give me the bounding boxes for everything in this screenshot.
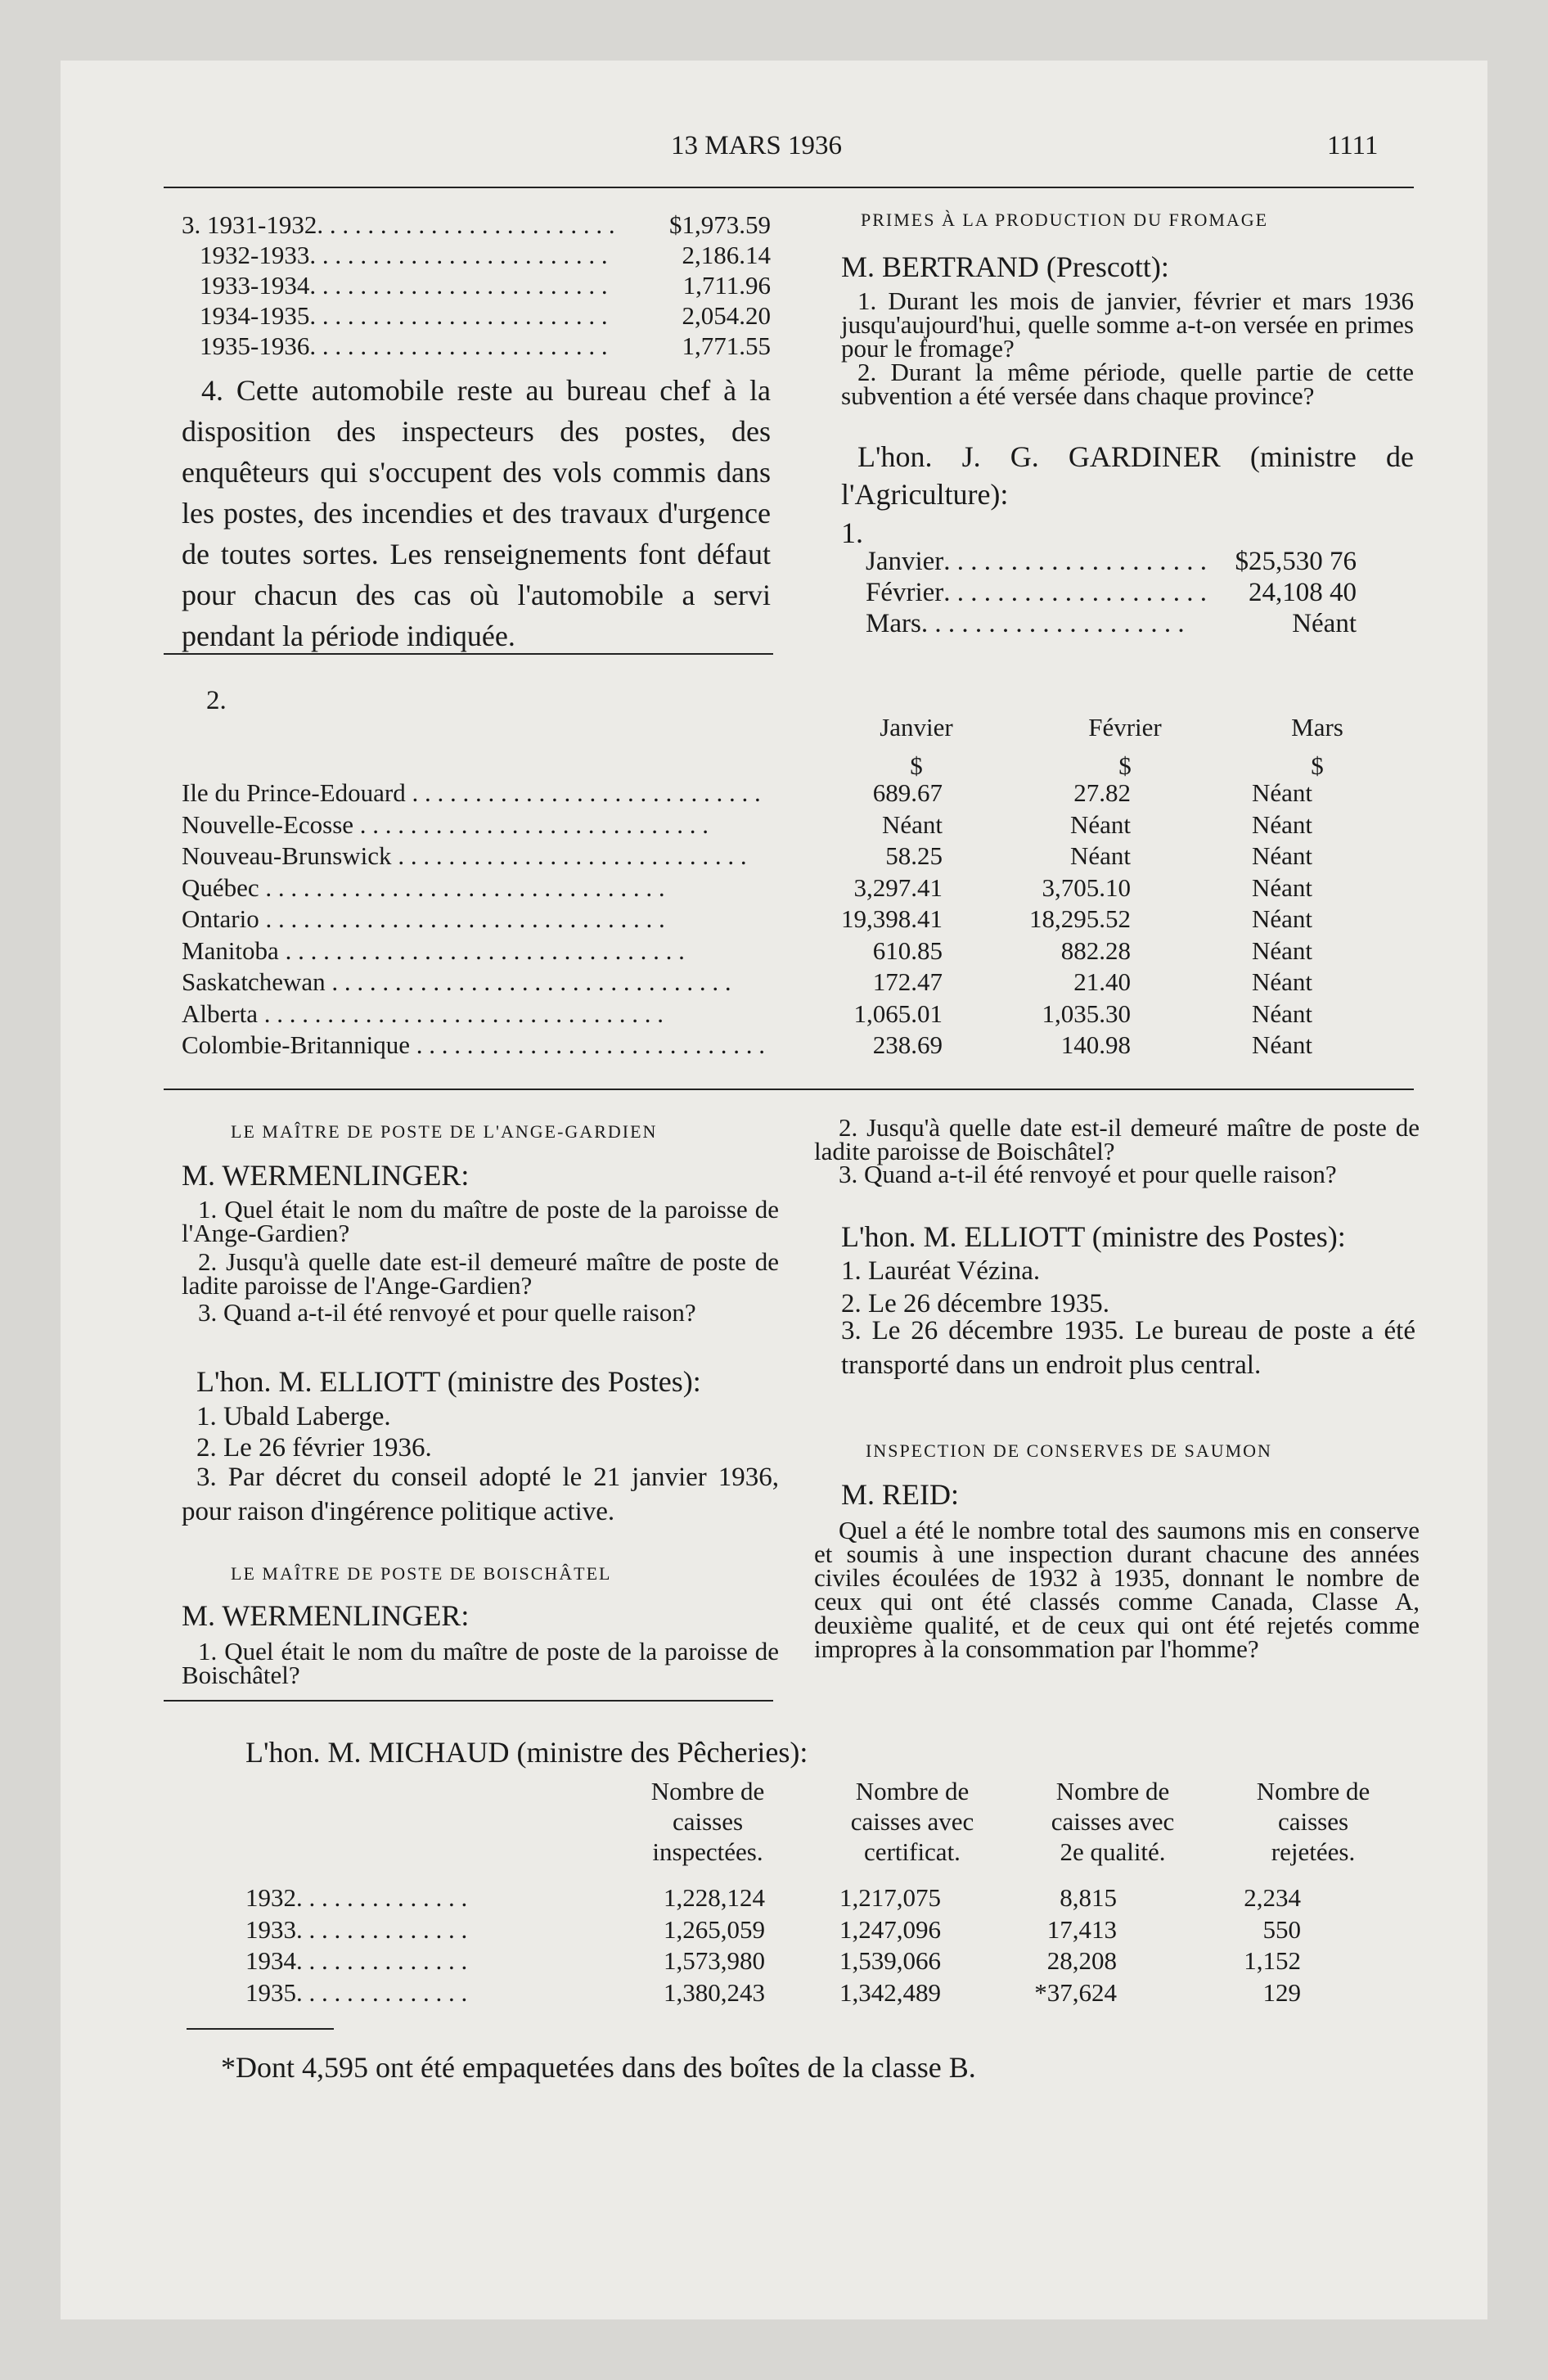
province-label: Nouveau-Brunswick bbox=[182, 841, 392, 870]
cell-rejected: 129 bbox=[1262, 1977, 1301, 2007]
q4-paragraph: 4. Cette automobile reste au bureau chef à la disposition des inspecteurs des postes, des enquêteurs qui s'occupent des vols commis dans les postes, des incendies et des travaux d'urgence de toutes sortes. Les renseignements font défaut pour chacun des cas où l'automobile a servi pendant la période indiquée. bbox=[182, 374, 771, 652]
province-label: Ile du Prince-Edouard bbox=[182, 778, 406, 807]
cell-rejected: 1,152 bbox=[1244, 1946, 1301, 1975]
cell-mar: Néant bbox=[1251, 872, 1312, 902]
cell-rejected: 2,234 bbox=[1244, 1883, 1301, 1912]
answerer-name: L'hon. M. ELLIOTT (ministre des Postes): bbox=[196, 1365, 701, 1398]
page-number: 1111 bbox=[1327, 131, 1379, 160]
column-unit: $ bbox=[910, 751, 923, 780]
row-value: 1,711.96 bbox=[682, 271, 771, 300]
province-name: Québec . . . . . . . . . . . . . . . . . . . . . . . . . . . . . . . . bbox=[182, 872, 665, 902]
column-header-label: Mars bbox=[1291, 713, 1343, 741]
header-line: certificat. bbox=[864, 1837, 961, 1866]
dot-leader: . . . . . . . . . . . . . . . . . . . . . . . . bbox=[309, 331, 608, 360]
answer-text: 1. Ubald Laberge. bbox=[196, 1402, 391, 1431]
row-value: $1,973.59 bbox=[669, 210, 771, 239]
column-header-label: Janvier bbox=[880, 713, 953, 741]
list-item bbox=[866, 578, 1357, 609]
list-item bbox=[866, 547, 1357, 578]
column-header-label: Février bbox=[1088, 713, 1162, 741]
question-text: 3. Quand a-t-il été renvoyé et pour quelle raison? bbox=[839, 1160, 1337, 1188]
province-name: Alberta . . . . . . . . . . . . . . . . . . . . . . . . . . . . . . . . bbox=[182, 998, 664, 1028]
cell-mar: Néant bbox=[1251, 904, 1312, 933]
cell-feb: 21.40 bbox=[1073, 967, 1131, 996]
row-label: Janvier bbox=[866, 547, 944, 576]
table-row bbox=[245, 1977, 1391, 2009]
list-item bbox=[866, 609, 1357, 640]
cell-feb: 27.82 bbox=[1073, 778, 1131, 807]
cell-jan: 3,297.41 bbox=[853, 872, 943, 902]
year-label: 1935 bbox=[245, 1977, 296, 2007]
column-header bbox=[1252, 712, 1383, 781]
table-row bbox=[245, 1914, 1391, 1946]
section-rule bbox=[164, 1700, 773, 1702]
dot-leader: . . . . . . . . . . . . . . . . . . . . . . . . bbox=[309, 241, 608, 269]
table-row bbox=[182, 841, 1393, 872]
dot-leader: . . . . . . . . . . . . . . . . . . . . . . . . bbox=[309, 301, 608, 330]
question-text: 3. Quand a-t-il été renvoyé et pour quelle raison? bbox=[198, 1298, 696, 1327]
list-item bbox=[182, 240, 771, 270]
row-label: Mars bbox=[866, 609, 921, 638]
table-row bbox=[182, 935, 1393, 967]
footnote-rule bbox=[187, 2028, 334, 2030]
months-list bbox=[866, 547, 1357, 640]
year-label: 1932 bbox=[245, 1883, 296, 1912]
year-cell: 1932. . . . . . . . . . . . . . bbox=[245, 1883, 468, 1912]
section-heading: LE MAÎTRE DE POSTE DE L'ANGE-GARDIEN bbox=[231, 1121, 658, 1142]
question-text: 2. Jusqu'à quelle date est-il demeuré maître de poste de ladite paroisse de l'Ange-Gardien? bbox=[182, 1247, 779, 1300]
column-unit: $ bbox=[1118, 751, 1132, 780]
table-row bbox=[182, 778, 1393, 809]
asker-name: M. REID: bbox=[841, 1478, 959, 1511]
dot-leader: . . . . . . . . . . . . . . . . . . . . . . . . bbox=[309, 271, 608, 300]
asker-name: M. WERMENLINGER: bbox=[182, 1159, 470, 1192]
cell-feb: Néant bbox=[1069, 841, 1131, 870]
province-name: Nouveau-Brunswick . . . . . . . . . . . . . . . . . . . . . . . . . . . . bbox=[182, 841, 747, 870]
header-line: caisses bbox=[672, 1807, 744, 1836]
year-label: 1933 bbox=[245, 1914, 296, 1944]
province-label: Nouvelle-Ecosse bbox=[182, 809, 354, 839]
dot-leader: . . . . . . . . . . . . . . . . . . . . bbox=[943, 578, 1208, 607]
question-text: 1. Quel était le nom du maître de poste de la paroisse de Boischâtel? bbox=[182, 1637, 779, 1689]
year-cell: 1934. . . . . . . . . . . . . . bbox=[245, 1946, 468, 1975]
row-label: 1933-1934 bbox=[200, 271, 310, 300]
table-row bbox=[182, 998, 1393, 1030]
table-row bbox=[182, 872, 1393, 904]
section-rule bbox=[164, 1089, 1414, 1090]
column-header bbox=[818, 1776, 1006, 1867]
cell-second: 17,413 bbox=[1046, 1914, 1117, 1944]
question-text: 1. Durant les mois de janvier, février et mars 1936 jusqu'aujourd'hui, quelle somme a-t-on versée en primes pour le fromage? bbox=[841, 286, 1414, 363]
row-label: Février bbox=[866, 578, 944, 607]
footnote: *Dont 4,595 ont été empaquetées dans des boîtes de la classe B. bbox=[221, 2051, 976, 2084]
row-value: $25,530 76 bbox=[1235, 547, 1357, 576]
cell-feb: Néant bbox=[1069, 809, 1131, 839]
cell-feb: 140.98 bbox=[1060, 1030, 1131, 1059]
row-label: 1934-1935 bbox=[200, 301, 310, 330]
answerer-name: L'hon. M. MICHAUD (ministre des Pêcheries): bbox=[245, 1736, 808, 1769]
column-header bbox=[851, 712, 982, 781]
province-name: Colombie-Britannique . . . . . . . . . . . . . . . . . . . . . . . . . . . . bbox=[182, 1030, 765, 1059]
asker-name: M. WERMENLINGER: bbox=[182, 1599, 470, 1632]
cell-jan: 58.25 bbox=[885, 841, 943, 870]
province-label: Manitoba bbox=[182, 935, 279, 965]
row-value: 24,108 40 bbox=[1249, 578, 1357, 607]
province-label: Saskatchewan bbox=[182, 967, 326, 996]
row-label: 3. 1931-1932 bbox=[182, 210, 317, 239]
question-text: Quel a été le nombre total des saumons mis en conserve et soumis à une inspection durant chacune des années civiles écoulées de 1932 à 1935, donnant le nombre de ceux qui ont été classés comme Canada, Classe A, deuxième qualité, et de ceux qui ont été rejetés comme impropres à la consommation par l'homme? bbox=[814, 1516, 1420, 1663]
table-row bbox=[182, 967, 1393, 998]
answer-number: 1. bbox=[841, 516, 863, 549]
header-line: caisses avec bbox=[850, 1807, 974, 1836]
cell-mar: Néant bbox=[1251, 841, 1312, 870]
cell-jan: Néant bbox=[881, 809, 943, 839]
province-label: Ontario bbox=[182, 904, 259, 933]
question-text: 2. Jusqu'à quelle date est-il demeuré maître de poste de ladite paroisse de Boischâtel? bbox=[814, 1113, 1420, 1165]
year-cell: 1935. . . . . . . . . . . . . . bbox=[245, 1977, 468, 2007]
header-rule bbox=[164, 187, 1414, 188]
question-text: 2. Durant la même période, quelle partie de cette subvention a été versée dans chaque province? bbox=[841, 358, 1414, 410]
cell-feb: 18,295.52 bbox=[1029, 904, 1131, 933]
section-heading: INSPECTION DE CONSERVES DE SAUMON bbox=[866, 1440, 1272, 1461]
dot-leader: . . . . . . . . . . . . . . . . . . . . bbox=[943, 547, 1208, 576]
cell-jan: 238.69 bbox=[872, 1030, 943, 1059]
list-item bbox=[182, 210, 771, 240]
province-name: Manitoba . . . . . . . . . . . . . . . . . . . . . . . . . . . . . . . . bbox=[182, 935, 685, 965]
cell-inspected: 1,265,059 bbox=[664, 1914, 765, 1944]
column-unit: $ bbox=[1311, 751, 1324, 780]
cell-inspected: 1,228,124 bbox=[664, 1883, 765, 1912]
cell-mar: Néant bbox=[1251, 998, 1312, 1028]
table-row bbox=[182, 904, 1393, 935]
dot-leader: . . . . . . . . . . . . . . . . . . . . . . . . bbox=[317, 210, 615, 239]
cell-feb: 1,035.30 bbox=[1042, 998, 1131, 1028]
cell-mar: Néant bbox=[1251, 1030, 1312, 1059]
answer-text: 2. Le 26 février 1936. bbox=[196, 1433, 432, 1463]
row-value: 2,186.14 bbox=[682, 241, 771, 269]
answer-text: 3. Le 26 décembre 1935. Le bureau de poste a été transporté dans un endroit plus central. bbox=[841, 1316, 1415, 1380]
year-label: 1934 bbox=[245, 1946, 296, 1975]
province-label: Québec bbox=[182, 872, 259, 902]
cell-mar: Néant bbox=[1251, 809, 1312, 839]
list-item bbox=[182, 270, 771, 300]
answerer-name: L'hon. M. ELLIOTT (ministre des Postes): bbox=[841, 1220, 1346, 1253]
column-header bbox=[1060, 712, 1190, 781]
province-name: Nouvelle-Ecosse . . . . . . . . . . . . . . . . . . . . . . . . . . . . bbox=[182, 809, 709, 839]
header-line: Nombre de bbox=[650, 1777, 765, 1805]
cell-jan: 172.47 bbox=[872, 967, 943, 996]
section-rule bbox=[164, 653, 773, 655]
cell-feb: 3,705.10 bbox=[1042, 872, 1131, 902]
answer-text: 2. Le 26 décembre 1935. bbox=[841, 1289, 1110, 1318]
cell-jan: 689.67 bbox=[872, 778, 943, 807]
row-label: 1932-1933 bbox=[200, 241, 310, 269]
section-heading: LE MAÎTRE DE POSTE DE BOISCHÂTEL bbox=[231, 1563, 612, 1584]
header-line: Nombre de bbox=[1055, 1777, 1170, 1805]
cell-jan: 610.85 bbox=[872, 935, 943, 965]
cell-second: 8,815 bbox=[1060, 1883, 1117, 1912]
province-name: Saskatchewan . . . . . . . . . . . . . . . . . . . . . . . . . . . . . . . . bbox=[182, 967, 731, 996]
question-text: 1. Quel était le nom du maître de poste de la paroisse de l'Ange-Gardien? bbox=[182, 1195, 779, 1247]
answer-text: 1. Lauréat Vézina. bbox=[841, 1256, 1041, 1286]
cell-jan: 19,398.41 bbox=[841, 904, 943, 933]
header-line: caisses bbox=[1277, 1807, 1349, 1836]
province-name: Ile du Prince-Edouard . . . . . . . . . . . . . . . . . . . . . . . . . . . . bbox=[182, 778, 761, 807]
list-item bbox=[182, 300, 771, 331]
row-value: 2,054.20 bbox=[682, 301, 771, 330]
q3-list bbox=[182, 210, 771, 361]
answer-number: 2. bbox=[206, 686, 227, 715]
row-value: 1,771.55 bbox=[682, 331, 771, 360]
cell-certified: 1,342,489 bbox=[839, 1977, 941, 2007]
header-line: inspectées. bbox=[652, 1837, 763, 1866]
column-header bbox=[1019, 1776, 1207, 1867]
cell-certified: 1,247,096 bbox=[839, 1914, 941, 1944]
saumon-table bbox=[245, 1882, 1391, 2008]
cell-inspected: 1,380,243 bbox=[664, 1977, 765, 2007]
list-item bbox=[182, 331, 771, 361]
answerer-name: L'hon. J. G. GARDINER (ministre de l'Agriculture): bbox=[841, 440, 1414, 511]
province-label: Alberta bbox=[182, 998, 258, 1028]
header-line: Nombre de bbox=[1256, 1777, 1370, 1805]
column-header bbox=[622, 1776, 794, 1867]
asker-name: M. BERTRAND (Prescott): bbox=[841, 250, 1169, 283]
cell-mar: Néant bbox=[1251, 967, 1312, 996]
province-name: Ontario . . . . . . . . . . . . . . . . . . . . . . . . . . . . . . . . bbox=[182, 904, 665, 933]
cell-jan: 1,065.01 bbox=[853, 998, 943, 1028]
table-row bbox=[245, 1945, 1391, 1977]
page-date: 13 MARS 1936 bbox=[671, 131, 843, 160]
province-label: Colombie-Britannique bbox=[182, 1030, 410, 1059]
header-line: caisses avec bbox=[1051, 1807, 1175, 1836]
cell-certified: 1,217,075 bbox=[839, 1883, 941, 1912]
section-heading: PRIMES À LA PRODUCTION DU FROMAGE bbox=[861, 210, 1269, 230]
year-cell: 1933. . . . . . . . . . . . . . bbox=[245, 1914, 468, 1944]
header-line: Nombre de bbox=[855, 1777, 970, 1805]
answer-text: 3. Par décret du conseil adopté le 21 janvier 1936, pour raison d'ingérence politique active. bbox=[182, 1463, 779, 1526]
dot-leader: . . . . . . . . . . . . . . . . . . . . bbox=[920, 609, 1185, 638]
cell-mar: Néant bbox=[1251, 935, 1312, 965]
cell-mar: Néant bbox=[1251, 778, 1312, 807]
provinces-table bbox=[182, 778, 1393, 1062]
table-row bbox=[182, 809, 1393, 841]
cell-second: *37,624 bbox=[1034, 1977, 1117, 2007]
header-line: 2e qualité. bbox=[1060, 1837, 1166, 1866]
cell-feb: 882.28 bbox=[1060, 935, 1131, 965]
cell-second: 28,208 bbox=[1046, 1946, 1117, 1975]
table-row bbox=[245, 1882, 1391, 1914]
cell-certified: 1,539,066 bbox=[839, 1946, 941, 1975]
header-line: rejetées. bbox=[1271, 1837, 1356, 1866]
row-value: Néant bbox=[1292, 609, 1357, 638]
cell-inspected: 1,573,980 bbox=[664, 1946, 765, 1975]
column-header bbox=[1219, 1776, 1407, 1867]
row-label: 1935-1936 bbox=[200, 331, 310, 360]
cell-rejected: 550 bbox=[1262, 1914, 1301, 1944]
table-row bbox=[182, 1030, 1393, 1062]
